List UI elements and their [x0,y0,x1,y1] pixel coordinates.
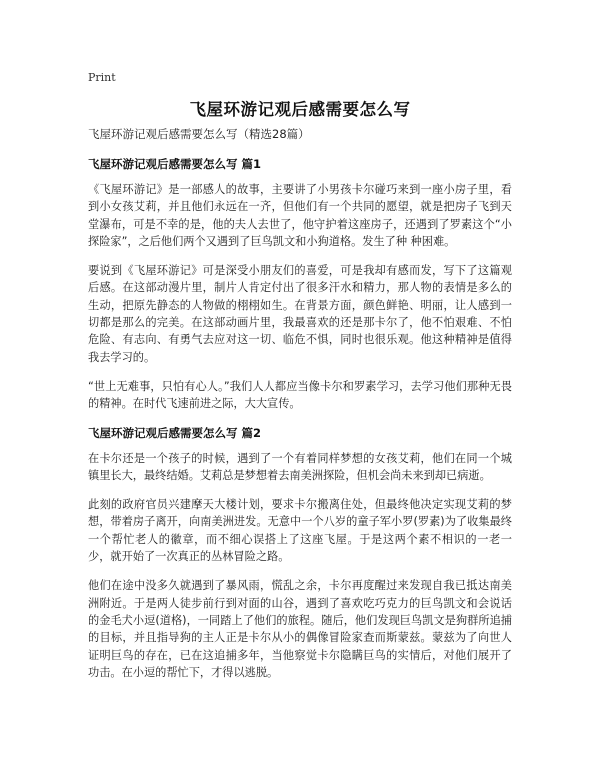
paragraph: “世上无难事，只怕有心人。”我们人人都应当像卡尔和罗素学习，去学习他们那种无畏的精神。在时代飞速前进之际，大大宣传。 [88,379,512,411]
document-subtitle: 飞屋环游记观后感需要怎么写（精选28篇） [88,127,310,141]
document-body [88,126,512,693]
paragraph: 在卡尔还是一个孩子的时候，遇到了一个有着同样梦想的女孩艾莉，他们在同一个城镇里长大，最终结婚。艾莉总是梦想着去南美洲探险，但机会尚未来到却已病逝。 [88,451,512,482]
paragraph: 《飞屋环游记》是一部感人的故事，主要讲了小男孩卡尔碰巧来到一座小房子里，看到小女孩艾莉，并且他们永远在一齐，但他们有一个共同的愿望，就是把房子飞到天堂瀑布，可是不幸的是，他的夫人去世了，他守护着这座房子，还遇到了罗素这个“小探险家”，之后他们两个又遇到了巨鸟凯文和小狗道格。发生了种 种困难。 [88,183,512,248]
section-2 [88,425,512,682]
print-label: Print [88,71,116,84]
paragraph: 要说到《飞屋环游记》可是深受小朋友们的喜爱，可是我却有感而发，写下了这篇观后感。在这部动漫片里，制片人肯定付出了很多汗水和精力，那人物的表情是多么的生动，把原先静态的人物做的栩栩如生。在背景方面，颜色鲜艳、明丽，让人感到一切都是那么的完美。在这部动画片里，我最喜欢的还是那卡尔了，他不怕艰难、不怕危险、有志向、有勇气去应对这一切、临危不惧，同时也很乐观。他这种精神是值得我去学习的。 [88,264,512,364]
paragraph: 此刻的政府官员兴建摩天大楼计划，要求卡尔搬离住处，但最终他决定实现艾莉的梦想，带着房子离开，向南美洲进发。无意中一个八岁的童子军小罗(罗素)为了收集最终一个帮忙老人的徽章，而不细心误搭上了这座飞屋。于是这两个素不相识的一老一少，就开始了一次真正的丛林冒险之路。 [88,498,512,564]
paragraph: 他们在途中没多久就遇到了暴风雨，慌乱之余，卡尔再度醒过来发现自我已抵达南美洲附近。于是两人徒步前行到对面的山谷，遇到了喜欢吃巧克力的巨鸟凯文和会说话的金毛犬小逗(道格)，一同踏上了他们的旅程。随后，他们发现巨鸟凯文是狗群所追捕的目标，并且指导狗的主人正是卡尔从小的偶像冒险家查而斯蒙兹。蒙兹为了向世人证明巨鸟的存在，已在这追捕多年，当他察觉卡尔隐瞒巨鸟的实情后，对他们展开了功击。在小逗的帮忙下，才得以逃脱。 [88,579,512,679]
section-1 [88,156,512,413]
page-title: 飞屋环游记观后感需要怎么写 [189,100,411,119]
section-heading: 飞屋环游记观后感需要怎么写 篇2 [88,425,262,440]
section-heading: 飞屋环游记观后感需要怎么写 篇1 [88,157,262,171]
